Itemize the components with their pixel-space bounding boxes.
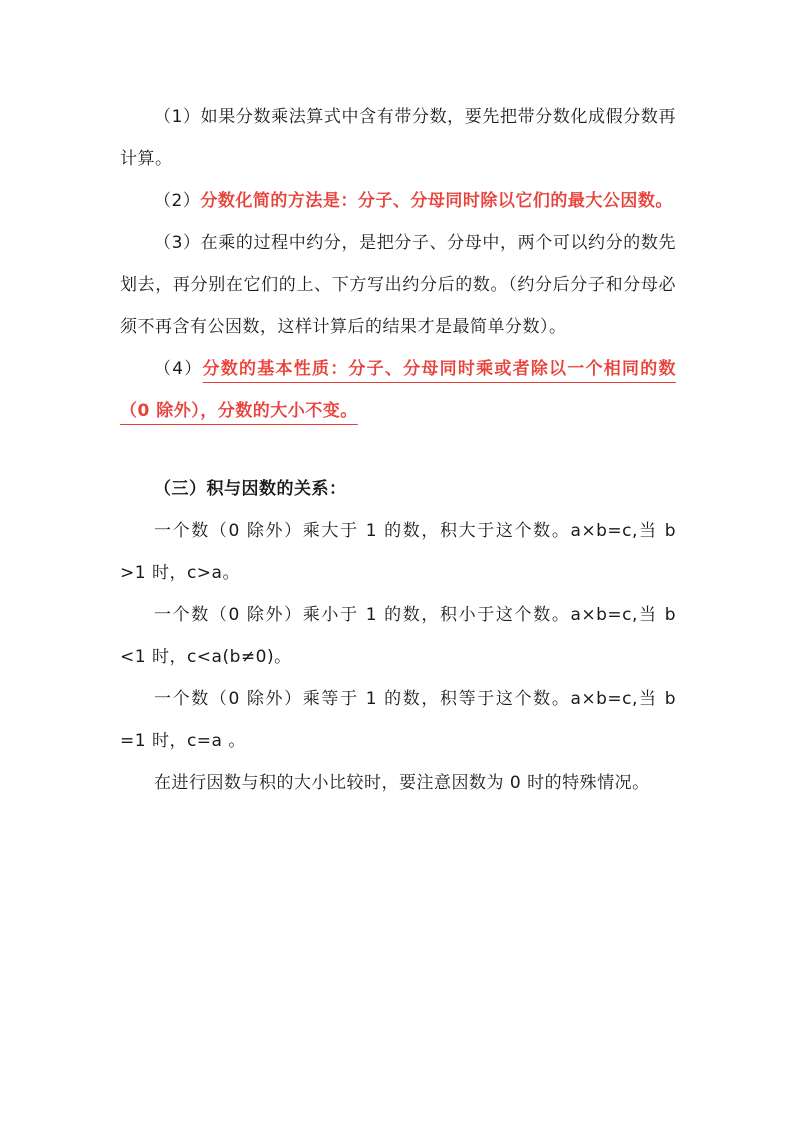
note-item-2-text: 分数化简的方法是：分子、分母同时除以它们的最大公因数。 <box>200 191 673 211</box>
rule-less-than-one: 一个数（0 除外）乘小于 1 的数，积小于这个数。a×b=c,当 b <1 时，c<a(b≠0)。 <box>120 605 677 667</box>
document-page <box>120 96 676 804</box>
note-item-1-text: 如果分数乘法算式中含有带分数，要先把带分数化成假分数再计算。 <box>120 107 676 169</box>
section-spacer <box>120 432 676 468</box>
rule-greater-than-one: 一个数（0 除外）乘大于 1 的数，积大于这个数。a×b=c,当 b >1 时，c>a。 <box>120 521 677 583</box>
note-item-3-prefix: （3） <box>154 233 201 253</box>
note-item-2-prefix: （2） <box>154 191 201 211</box>
rule-zero-note: 在进行因数与积的大小比较时，要注意因数为 0 时的特殊情况。 <box>154 773 650 793</box>
rule-equal-one: 一个数（0 除外）乘等于 1 的数，积等于这个数。a×b=c,当 b =1 时，c=a 。 <box>120 689 677 751</box>
note-item-3 <box>120 222 676 348</box>
section-3-heading: （三）积与因数的关系： <box>154 479 347 499</box>
note-item-4-text: 分数的基本性质：分子、分母同时乘或者除以一个相同的数（0 除外），分数的大小不变。 <box>120 359 676 421</box>
note-item-1-prefix: （1） <box>154 107 201 127</box>
note-item-1 <box>120 96 676 180</box>
note-item-3-text: 在乘的过程中约分，是把分子、分母中，两个可以约分的数先划去，再分别在它们的上、下方写出约分后的数。（约分后分子和分母必须不再含有公因数，这样计算后的结果才是最简单分数）。 <box>120 233 676 337</box>
note-item-4-prefix: （4） <box>154 359 203 379</box>
note-item-2 <box>120 180 676 222</box>
note-item-4 <box>120 348 676 432</box>
